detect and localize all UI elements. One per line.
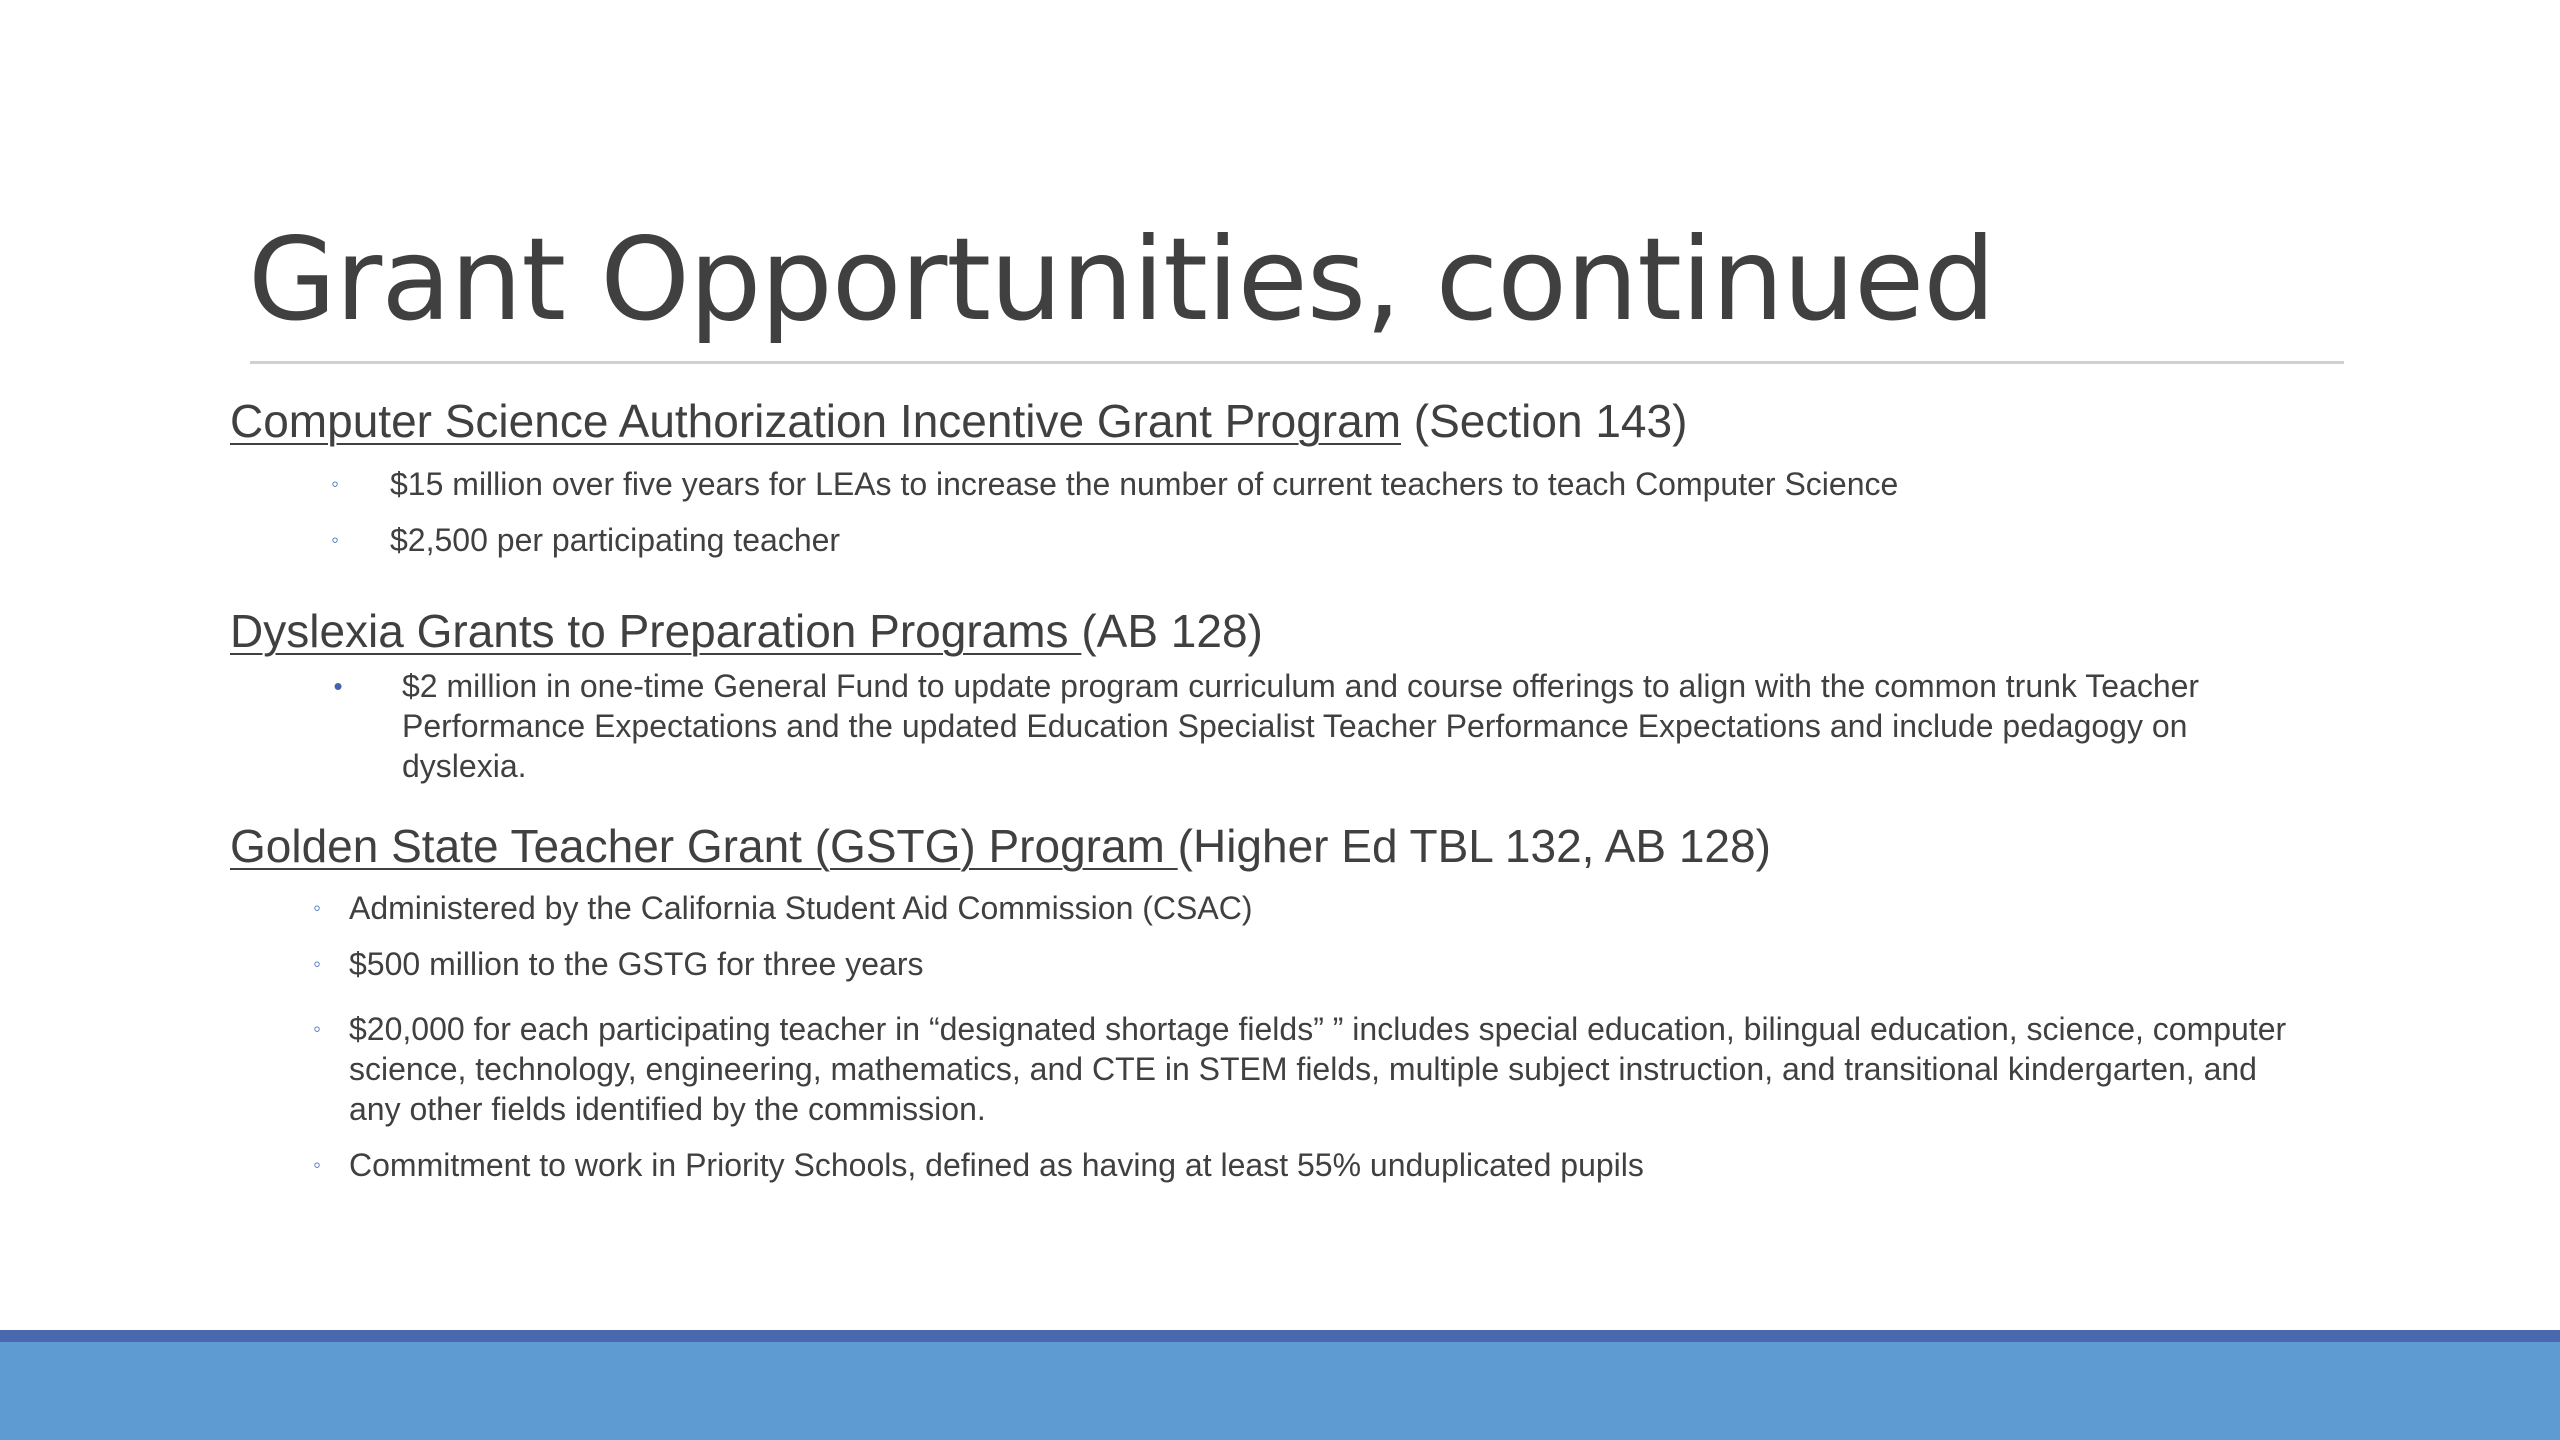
hollow-bullet-icon: ◦ bbox=[313, 895, 321, 920]
hollow-bullet-icon: ◦ bbox=[313, 1152, 321, 1177]
section-heading-cs-authorization bbox=[230, 393, 1687, 449]
section-heading-dyslexia-grants bbox=[230, 603, 1263, 659]
section-list-gstg-program bbox=[307, 888, 2307, 1185]
section-heading-gstg-program bbox=[230, 818, 1771, 874]
list-item-text: $2 million in one-time General Fund to update program curriculum and course offerings to align with the common trunk Teacher Performance Expectations and the updated Education Specialist Teacher Performance Expectations and include pedagogy on dyslexia. bbox=[402, 668, 2200, 784]
section-heading-rest: (AB 128) bbox=[1081, 605, 1263, 657]
section-heading-underlined: Dyslexia Grants to Preparation Programs bbox=[230, 605, 1082, 657]
section-heading-rest: (Higher Ed TBL 132, AB 128) bbox=[1177, 820, 1771, 872]
hollow-bullet-icon: ◦ bbox=[331, 527, 339, 552]
slide-title: Grant Opportunities, continued bbox=[248, 213, 1995, 346]
list-item-text: $15 million over five years for LEAs to increase the number of current teachers to teach Computer Science bbox=[390, 466, 1899, 502]
section-list-cs-authorization bbox=[325, 464, 2325, 560]
list-item-text: $500 million to the GSTG for three years bbox=[349, 946, 924, 982]
list-item-text: $2,500 per participating teacher bbox=[390, 522, 841, 558]
section-heading-underlined: Computer Science Authorization Incentive Grant Program bbox=[230, 395, 1402, 447]
title-divider bbox=[250, 361, 2344, 364]
footer-accent-line bbox=[0, 1330, 2560, 1342]
list-item bbox=[325, 520, 2325, 560]
solid-bullet-icon: • bbox=[333, 671, 343, 701]
list-item bbox=[325, 464, 2325, 504]
list-item bbox=[307, 944, 2307, 984]
section-heading-rest: (Section 143) bbox=[1401, 395, 1688, 447]
section-heading-underlined: Golden State Teacher Grant (GSTG) Program bbox=[230, 820, 1178, 872]
list-item-text: $20,000 for each participating teacher in “designated shortage fields” ” includes special education, bilingual education, science, computer science, technology, engineering, mathematics, and CTE in STEM fields, multiple subject instruction, and transitional kindergarten, and any other fields identified by the commission. bbox=[349, 1011, 2287, 1127]
footer-band bbox=[0, 1342, 2560, 1440]
hollow-bullet-icon: ◦ bbox=[313, 1016, 321, 1041]
list-item-text: Commitment to work in Priority Schools, defined as having at least 55% unduplicated pupils bbox=[349, 1147, 1644, 1183]
section-list-dyslexia-grants bbox=[328, 666, 2248, 786]
list-item-text: Administered by the California Student Aid Commission (CSAC) bbox=[349, 890, 1253, 926]
hollow-bullet-icon: ◦ bbox=[313, 951, 321, 976]
list-item bbox=[328, 666, 2248, 786]
list-item bbox=[307, 888, 2307, 928]
list-item bbox=[307, 1009, 2307, 1129]
hollow-bullet-icon: ◦ bbox=[331, 471, 339, 496]
list-item bbox=[307, 1145, 2307, 1185]
